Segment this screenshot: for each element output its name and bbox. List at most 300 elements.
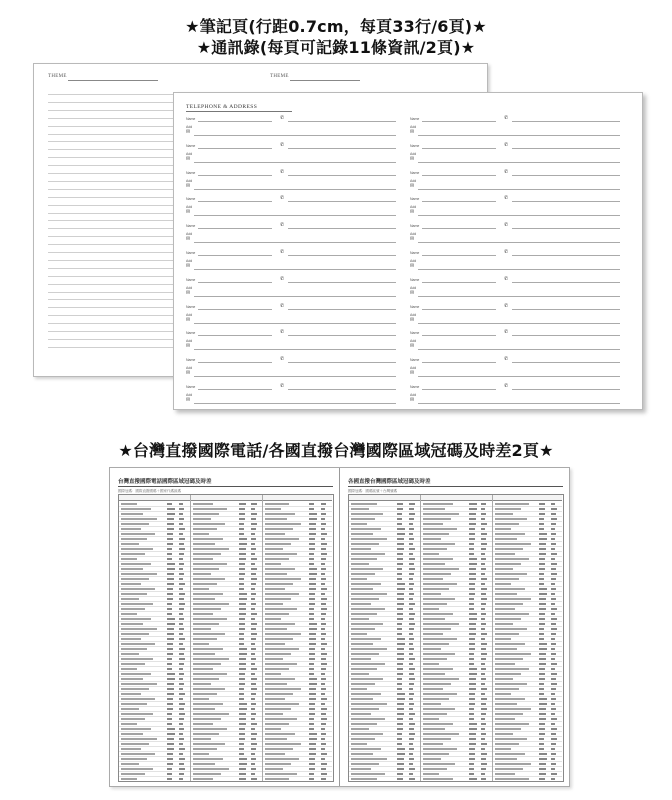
phone-icon: ✆ (280, 383, 285, 389)
dialing-code-text (469, 638, 475, 640)
dialing-time-text (409, 578, 413, 580)
dialing-time-text (179, 508, 184, 510)
dialing-code-text (309, 563, 314, 565)
dialing-table-row (421, 726, 492, 727)
dialing-time-text (179, 723, 183, 725)
dialing-time-text (481, 778, 486, 780)
dialing-code-text (309, 558, 314, 560)
dialing-table-row (421, 706, 492, 707)
dialing-table-row (119, 701, 190, 702)
dialing-time-text (409, 668, 415, 670)
entry-address-line (418, 403, 620, 404)
entry-address-label: Add (186, 393, 193, 397)
entry-name-label: Name (186, 331, 196, 336)
dialing-time-text (409, 593, 414, 595)
dialing-time-text (179, 768, 185, 770)
dialing-time-text (409, 748, 414, 750)
dialing-time-text (481, 678, 486, 680)
dialing-table-row (119, 651, 190, 652)
entry-name-label: Name (186, 277, 196, 282)
dialing-country-text (193, 658, 229, 660)
dialing-country-text (265, 543, 291, 545)
dialing-table-row (191, 591, 262, 592)
dialing-time-text (321, 573, 325, 575)
dialing-country-text (423, 738, 451, 740)
dialing-table-row (119, 636, 190, 637)
dialing-time-text (179, 753, 183, 755)
dialing-time-text (179, 678, 183, 680)
dialing-code-text (397, 658, 404, 660)
dialing-time-text (481, 748, 485, 750)
dialing-country-text (495, 743, 519, 745)
dialing-table-row (421, 656, 492, 657)
dialing-table-row (421, 731, 492, 732)
dialing-time-text (321, 713, 326, 715)
dialing-country-text (121, 663, 145, 665)
dialing-table-row (421, 526, 492, 527)
dialing-code-text (397, 643, 405, 645)
dialing-country-text (193, 598, 215, 600)
dialing-table-row (191, 696, 262, 697)
dialing-country-text (351, 613, 377, 615)
dialing-time-text (179, 748, 185, 750)
mail-icon: ✉ (186, 316, 191, 323)
dialing-country-text (351, 713, 371, 715)
dialing-table-row (421, 571, 492, 572)
dialing-time-text (551, 603, 555, 605)
dialing-table-row (493, 736, 562, 737)
dialing-table-column (421, 495, 493, 781)
dialing-code-text (167, 778, 172, 780)
dialing-code-text (397, 503, 403, 505)
dialing-table-row (349, 536, 420, 537)
dialing-country-text (265, 693, 293, 695)
dialing-country-text (423, 513, 459, 515)
phone-icon: ✆ (280, 275, 285, 282)
dialing-code-text (239, 593, 247, 595)
dialing-time-text (251, 693, 256, 695)
dialing-code-text (239, 763, 247, 765)
dialing-country-text (265, 748, 293, 750)
dialing-country-text (121, 568, 143, 570)
dialing-table-row (493, 696, 562, 697)
dialing-table-row (191, 636, 262, 637)
dialing-code-text (309, 668, 314, 670)
dialing-table-row (191, 561, 262, 562)
dialing-time-text (551, 698, 556, 700)
dialing-code-text (469, 688, 476, 690)
dialing-time-text (321, 753, 327, 755)
dialing-country-text (265, 573, 287, 575)
mail-icon: ✉ (186, 397, 191, 403)
dialing-time-text (251, 678, 257, 680)
dialing-time-text (179, 533, 183, 535)
dialing-table-row (349, 761, 420, 762)
dialing-time-text (179, 688, 183, 690)
dialing-time-text (251, 528, 256, 530)
dialing-country-text (265, 653, 291, 655)
dialing-code-text (309, 718, 314, 720)
dialing-code-text (239, 748, 244, 750)
dialing-time-text (321, 703, 325, 705)
dialing-country-text (423, 588, 449, 590)
dialing-code-text (239, 658, 246, 660)
dialing-country-text (351, 583, 381, 585)
entry-phone-line (512, 282, 620, 283)
dialing-country-text (495, 568, 513, 570)
dialing-table-row (421, 761, 492, 762)
dialing-time-text (551, 578, 556, 580)
dialing-table-row (263, 741, 332, 742)
dialing-country-text (193, 703, 223, 705)
dialing-table-row (421, 551, 492, 552)
dialing-time-text (179, 778, 183, 780)
dialing-country-text (265, 758, 299, 760)
dialing-table-row (349, 741, 420, 742)
dialing-code-text (539, 653, 546, 655)
dialing-country-text (423, 608, 439, 610)
dialing-code-text (469, 543, 474, 545)
dialing-time-text (481, 543, 487, 545)
dialing-time-text (179, 578, 183, 580)
dialing-table-row (493, 701, 562, 702)
dialing-code-text (167, 708, 173, 710)
dialing-country-text (121, 543, 139, 545)
dialing-table-row (119, 746, 190, 747)
dialing-table-row (421, 546, 492, 547)
dialing-time-text (251, 573, 256, 575)
dialing-country-text (193, 653, 215, 655)
dialing-country-text (193, 688, 225, 690)
dialing-country-text (265, 738, 287, 740)
dialing-time-text (481, 583, 485, 585)
dialing-table-row (349, 601, 420, 602)
dialing-code-text (239, 648, 247, 650)
dialing-country-text (265, 593, 299, 595)
dialing-time-text (179, 623, 183, 625)
dialing-country-text (495, 693, 511, 695)
address-page-preview (173, 92, 643, 410)
dialing-country-text (193, 588, 209, 590)
dialing-country-text (193, 693, 217, 695)
dialing-country-text (265, 628, 287, 630)
dialing-country-text (495, 723, 529, 725)
dialing-code-text (539, 613, 545, 615)
dialing-table-row (191, 571, 262, 572)
entry-address-label: Add (410, 312, 417, 317)
dialing-code-text (397, 583, 405, 585)
dialing-time-text (179, 633, 183, 635)
dialing-table-row (191, 601, 262, 602)
dialing-country-text (351, 703, 387, 705)
dialing-code-text (397, 528, 405, 530)
dialing-country-text (121, 648, 147, 650)
dialing-code-text (397, 713, 404, 715)
dialing-table-row (119, 726, 190, 727)
dialing-country-text (121, 723, 137, 725)
dialing-time-text (179, 503, 183, 505)
dialing-code-text (167, 583, 174, 585)
dialing-code-text (397, 753, 405, 755)
dialing-time-text (551, 638, 555, 640)
dialing-time-text (409, 743, 413, 745)
dialing-time-text (251, 608, 255, 610)
dialing-table-row (349, 641, 420, 642)
dialing-country-text (423, 753, 449, 755)
dialing-table-row (191, 551, 262, 552)
dialing-table-row (191, 546, 262, 547)
dialing-table-row (263, 731, 332, 732)
dialing-country-text (351, 623, 383, 625)
dialing-table-row (191, 781, 262, 782)
dialing-time-text (321, 623, 326, 625)
dialing-code-text (469, 683, 476, 685)
dialing-table-row (421, 721, 492, 722)
dialing-table-row (119, 771, 190, 772)
dialing-table-row (119, 706, 190, 707)
dialing-country-text (423, 553, 439, 555)
dialing-time-text (179, 758, 185, 760)
dialing-table-row (349, 706, 420, 707)
dialing-country-text (423, 638, 457, 640)
dialing-code-text (239, 718, 246, 720)
dialing-page-right-title: 各國直撥台灣國際區域冠碼及時差 (348, 479, 431, 485)
dialing-time-text (321, 698, 327, 700)
dialing-country-text (351, 638, 381, 640)
dialing-country-text (193, 758, 223, 760)
dialing-code-text (309, 508, 314, 510)
dialing-code-text (539, 528, 544, 530)
dialing-table-row (191, 751, 262, 752)
dialing-country-text (351, 608, 385, 610)
dialing-code-text (309, 653, 315, 655)
dialing-table-row (263, 671, 332, 672)
entry-phone-line (288, 255, 396, 256)
dialing-table-row (349, 556, 420, 557)
dialing-table-row (191, 526, 262, 527)
dialing-country-text (351, 768, 371, 770)
dialing-country-text (351, 668, 377, 670)
dialing-country-text (351, 738, 375, 740)
phone-icon: ✆ (504, 275, 509, 282)
dialing-time-text (321, 598, 327, 600)
dialing-time-text (179, 658, 185, 660)
dialing-time-text (179, 673, 184, 675)
dialing-time-text (481, 698, 487, 700)
dialing-code-text (539, 673, 545, 675)
dialing-table-row (263, 686, 332, 687)
dialing-time-text (481, 603, 486, 605)
dialing-code-text (309, 673, 314, 675)
entry-name-label: Name (186, 385, 196, 389)
dialing-country-text (265, 718, 297, 720)
dialing-page-left-note: 國際冠碼：國際直撥國碼＋國家代碼區碼 (118, 489, 181, 493)
dialing-code-text (469, 668, 477, 670)
dialing-table-row (191, 771, 262, 772)
dialing-country-text (121, 573, 157, 575)
dialing-code-text (309, 678, 317, 680)
dialing-time-text (251, 603, 256, 605)
dialing-table-row (119, 546, 190, 547)
dialing-country-text (495, 698, 525, 700)
dialing-pages-preview (109, 467, 570, 787)
dialing-table-row (119, 581, 190, 582)
dialing-table-row (263, 566, 332, 567)
dialing-table-row (349, 531, 420, 532)
dialing-table-row (191, 581, 262, 582)
dialing-table-row (119, 521, 190, 522)
dialing-table-row (119, 551, 190, 552)
dialing-table-row (263, 656, 332, 657)
dialing-table-row (191, 656, 262, 657)
dialing-code-text (539, 658, 546, 660)
dialing-table-row (421, 586, 492, 587)
dialing-time-text (551, 658, 555, 660)
dialing-code-text (469, 618, 477, 620)
dialing-table-row (421, 536, 492, 537)
dialing-code-text (539, 548, 546, 550)
dialing-code-text (239, 548, 246, 550)
dialing-country-text (193, 723, 213, 725)
dialing-code-text (397, 693, 405, 695)
dialing-time-text (409, 758, 414, 760)
dialing-time-text (179, 538, 185, 540)
mail-icon: ✉ (186, 370, 191, 377)
address-entry (410, 329, 622, 352)
entry-address-label: Add (410, 366, 417, 371)
dialing-time-text (551, 678, 556, 680)
dialing-code-text (397, 738, 402, 740)
address-entry (410, 222, 622, 245)
dialing-table-row (349, 506, 420, 507)
dialing-country-text (265, 768, 283, 770)
dialing-country-text (351, 743, 367, 745)
dialing-country-text (495, 588, 525, 590)
dialing-code-text (469, 648, 475, 650)
dialing-country-text (495, 513, 513, 515)
dialing-table-row (421, 581, 492, 582)
dialing-country-text (265, 688, 301, 690)
dialing-country-text (193, 538, 223, 540)
dialing-table-row (349, 546, 420, 547)
dialing-time-text (179, 653, 184, 655)
dialing-country-text (495, 733, 513, 735)
dialing-time-text (409, 608, 413, 610)
dialing-table-row (191, 506, 262, 507)
dialing-table-row (191, 606, 262, 607)
dialing-time-text (251, 543, 255, 545)
dialing-time-text (179, 588, 183, 590)
dialing-code-text (309, 533, 316, 535)
dialing-table-row (493, 521, 562, 522)
dialing-time-text (179, 513, 183, 515)
dialing-code-text (397, 553, 403, 555)
entry-name-line (422, 335, 496, 336)
dialing-country-text (121, 528, 141, 530)
dialing-code-text (239, 633, 244, 635)
dialing-table-row (191, 761, 262, 762)
dialing-country-text (193, 778, 213, 780)
dialing-time-text (481, 578, 487, 580)
dialing-time-text (321, 678, 326, 680)
dialing-time-text (251, 648, 256, 650)
dialing-code-text (239, 723, 246, 725)
dialing-code-text (539, 708, 546, 710)
dialing-country-text (265, 678, 295, 680)
dialing-country-text (121, 618, 151, 620)
dialing-table-row (263, 711, 332, 712)
dialing-table-row (191, 631, 262, 632)
dialing-code-text (469, 698, 475, 700)
dialing-code-text (239, 758, 247, 760)
entry-address-label: Add (186, 125, 193, 129)
dialing-country-text (495, 763, 531, 765)
dialing-table-row (191, 641, 262, 642)
dialing-country-text (351, 678, 383, 680)
dialing-country-text (423, 733, 459, 735)
dialing-country-text (121, 673, 151, 675)
dialing-country-text (351, 728, 369, 730)
dialing-time-text (409, 588, 413, 590)
dialing-time-text (551, 743, 556, 745)
dialing-table-row (263, 701, 332, 702)
contacts-page-heading: ★通訊錄(每頁可記錄11條資訊/2頁)★ (196, 38, 476, 57)
entry-address-label: Add (410, 285, 417, 290)
dialing-table-row (119, 531, 190, 532)
theme-label-left: THEME (48, 74, 67, 79)
dialing-country-text (121, 628, 157, 630)
dialing-country-text (121, 743, 149, 745)
dialing-table-row (119, 671, 190, 672)
dialing-time-text (481, 508, 485, 510)
dialing-code-text (397, 513, 402, 515)
dialing-country-text (265, 663, 297, 665)
dialing-table-row (493, 516, 562, 517)
dialing-code-text (469, 588, 475, 590)
dialing-table-row (421, 606, 492, 607)
dialing-code-text (539, 593, 547, 595)
entry-name-label: Name (186, 117, 196, 121)
dialing-time-text (551, 518, 557, 520)
dialing-country-text (121, 643, 155, 645)
dialing-country-text (193, 548, 229, 550)
dialing-country-text (265, 518, 287, 520)
dialing-time-text (251, 708, 255, 710)
dialing-time-text (409, 508, 414, 510)
dialing-table-row (493, 751, 562, 752)
phone-icon: ✆ (280, 356, 285, 363)
dialing-table-row (263, 681, 332, 682)
entry-address-label: Add (186, 312, 193, 317)
entry-name-label: Name (410, 277, 420, 282)
dialing-table-row (421, 686, 492, 687)
dialing-time-text (409, 718, 413, 720)
mail-icon: ✉ (410, 316, 415, 323)
dialing-country-text (423, 683, 451, 685)
dialing-code-text (469, 528, 475, 530)
dialing-country-text (265, 508, 281, 510)
dialing-country-text (423, 673, 445, 675)
dialing-table-row (349, 551, 420, 552)
address-entry (186, 329, 398, 352)
dialing-time-text (251, 598, 255, 600)
dialing-time-text (321, 518, 325, 520)
dialing-country-text (193, 643, 209, 645)
dialing-country-text (121, 553, 145, 555)
dialing-code-text (167, 613, 172, 615)
dialing-code-text (309, 778, 314, 780)
dialing-table-row (191, 616, 262, 617)
